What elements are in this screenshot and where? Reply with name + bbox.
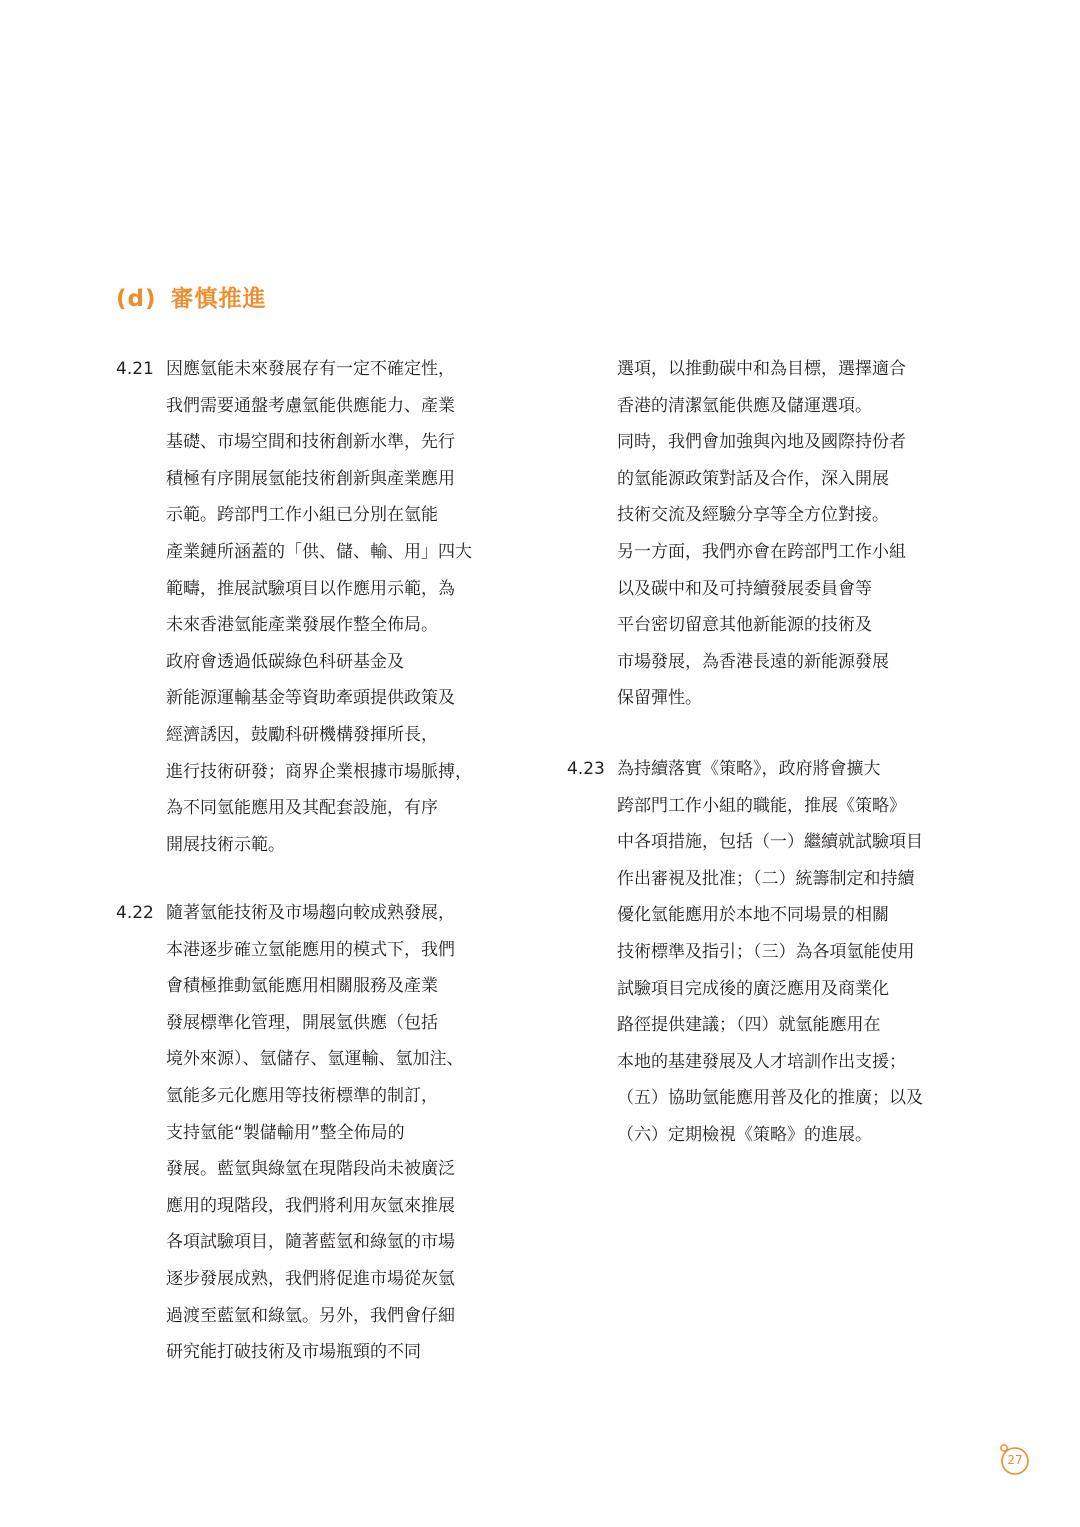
- text-line: 以及碳中和及可持續發展委員會等: [617, 578, 872, 599]
- paragraph-number: 4.23: [567, 759, 605, 779]
- text-line: 中各項措施，包括（一）繼續就試驗項目: [617, 832, 923, 853]
- text-line: 政府會透過低碳綠色科研基金及: [166, 651, 404, 672]
- text-line: 進行技術研發；商界企業根據市場脈搏，: [166, 761, 472, 782]
- text-line: 為持續落實《策略》，政府將會擴大: [617, 759, 881, 779]
- text-line: 基礎、市場空間和技術創新水準，先行: [166, 432, 455, 453]
- paragraph-number: 4.22: [116, 903, 154, 923]
- section-heading: [116, 280, 267, 313]
- paragraph-number: 4.21: [116, 359, 154, 379]
- text-line: 我們需要通盤考慮氫能供應能力、產業: [166, 395, 455, 416]
- page-number: 27: [1007, 1453, 1023, 1467]
- text-line: 作出審視及批准；（二）統籌制定和持續: [617, 868, 915, 889]
- text-line: 保留彈性。: [617, 688, 702, 709]
- text-line: 境外來源）、氫儲存、氫運輸、氫加注、: [166, 1049, 464, 1070]
- text-line: 發展標準化管理，開展氫供應（包括: [166, 1012, 438, 1033]
- text-line: 積極有序開展氫能技術創新與產業應用: [166, 468, 455, 489]
- text-line: 支持氫能“製儲輸用”整全佈局的: [166, 1122, 405, 1143]
- text-line: 新能源運輸基金等資助牽頭提供政策及: [166, 688, 455, 709]
- text-line: 隨著氫能技術及市場趨向較成熟發展，: [166, 903, 455, 923]
- text-line: 氫能多元化應用等技術標準的制訂，: [166, 1085, 438, 1106]
- text-line: 本地的基建發展及人才培訓作出支援；: [617, 1051, 906, 1072]
- text-line: 研究能打破技術及市場瓶頸的不同: [166, 1342, 421, 1363]
- text-line: 經濟誘因，鼓勵科研機構發揮所長，: [166, 724, 438, 745]
- text-line: 過渡至藍氫和綠氫。另外，我們會仔細: [166, 1305, 455, 1326]
- text-line: 跨部門工作小組的職能，推展《策略》: [617, 795, 906, 816]
- text-line: （五）協助氫能應用普及化的推廣；以及: [617, 1088, 923, 1109]
- section-title: 審慎推進: [170, 286, 267, 312]
- section-marker: (d): [116, 286, 157, 312]
- paragraph-text: [617, 351, 969, 717]
- paragraph-text: [617, 751, 969, 1154]
- text-line: 試驗項目完成後的廣泛應用及商業化: [617, 978, 889, 999]
- text-line: 應用的現階段，我們將利用灰氫來推展: [166, 1195, 455, 1216]
- paragraph-text: [166, 895, 518, 1371]
- text-line: 的氫能源政策對話及合作，深入開展: [617, 468, 889, 489]
- text-line: 各項試驗項目，隨著藍氫和綠氫的市場: [166, 1232, 455, 1253]
- text-line: 香港的清潔氫能供應及儲運選項。: [617, 395, 872, 416]
- text-line: 會積極推動氫能應用相關服務及產業: [166, 976, 438, 997]
- text-line: 逐步發展成熟，我們將促進市場從灰氫: [166, 1268, 455, 1289]
- text-line: 發展。藍氫與綠氫在現階段尚未被廣泛: [166, 1159, 455, 1180]
- text-line: 同時，我們會加強與內地及國際持份者: [617, 432, 906, 453]
- text-line: 本港逐步確立氫能應用的模式下，我們: [166, 939, 455, 960]
- page-number-badge: [998, 1443, 1030, 1475]
- text-line: 因應氫能未來發展存有一定不確定性，: [166, 359, 455, 379]
- text-line: 市場發展，為香港長遠的新能源發展: [617, 651, 889, 672]
- text-line: 範疇，推展試驗項目以作應用示範，為: [166, 578, 455, 599]
- text-line: 為不同氫能應用及其配套設施，有序: [166, 798, 438, 819]
- text-line: 開展技術示範。: [166, 834, 285, 855]
- text-line: 技術標準及指引；（三）為各項氫能使用: [617, 941, 915, 962]
- text-line: 示範。跨部門工作小組已分別在氫能: [166, 505, 438, 526]
- text-line: 另一方面，我們亦會在跨部門工作小組: [617, 541, 906, 562]
- text-line: （六）定期檢視《策略》的進展。: [617, 1124, 872, 1145]
- text-line: 產業鏈所涵蓋的「供、儲、輸、用」四大: [166, 541, 472, 562]
- text-line: 路徑提供建議；（四）就氫能應用在: [617, 1015, 881, 1036]
- text-line: 技術交流及經驗分享等全方位對接。: [617, 505, 889, 526]
- text-line: 優化氫能應用於本地不同場景的相關: [617, 905, 889, 926]
- paragraph-text: [166, 351, 518, 863]
- text-line: 平台密切留意其他新能源的技術及: [617, 615, 872, 636]
- text-line: 未來香港氫能產業發展作整全佈局。: [166, 615, 438, 636]
- text-line: 選項，以推動碳中和為目標，選擇適合: [617, 359, 906, 379]
